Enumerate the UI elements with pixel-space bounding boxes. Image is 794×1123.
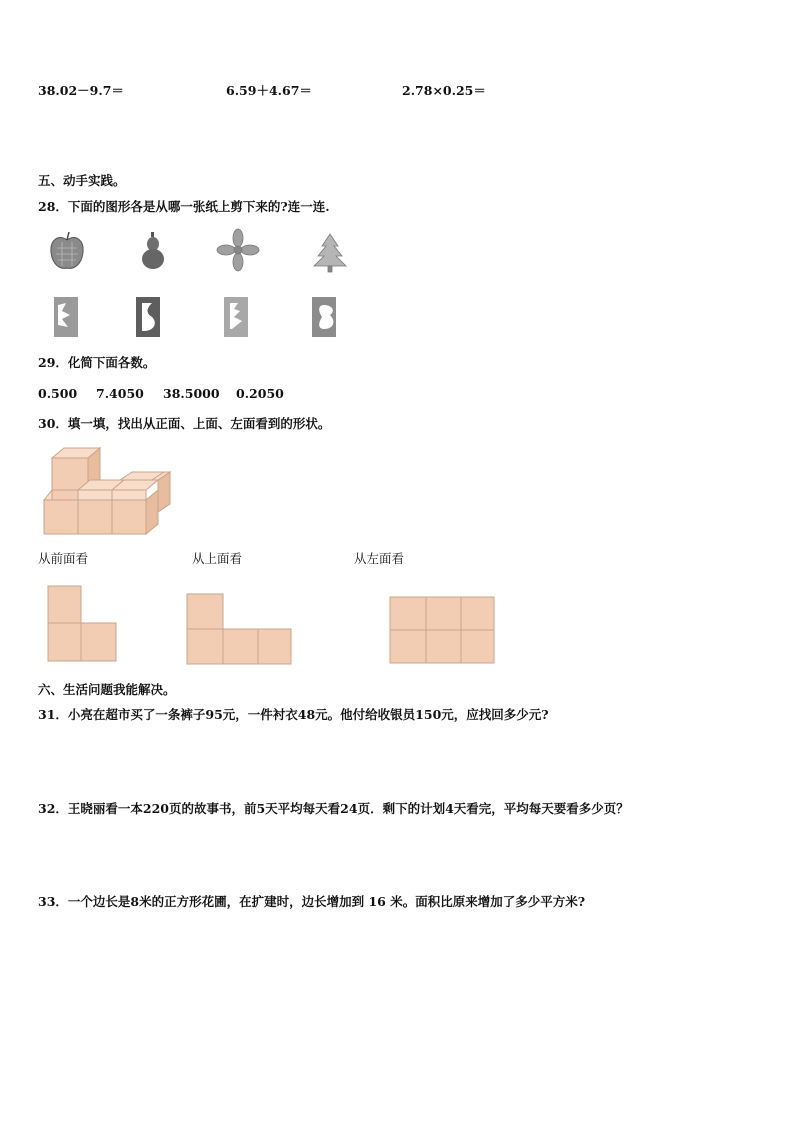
left-view-shape xyxy=(389,596,497,666)
question-28: 28．下面的图形各是从哪一张纸上剪下来的?连一连. xyxy=(38,199,330,214)
section-5-title: 五、动手实践。 xyxy=(38,173,126,188)
q28-shapes-row xyxy=(40,228,360,278)
number-3: 38.5000 xyxy=(163,386,220,401)
cube-arrangement xyxy=(42,446,172,538)
number-2: 7.4050 xyxy=(96,386,144,401)
paper-with-apple-hole xyxy=(312,297,336,337)
front-view-shape xyxy=(47,585,119,665)
flower-shape xyxy=(217,229,259,271)
paper-with-gourd-hole xyxy=(136,297,160,337)
question-29: 29．化简下面各数。 xyxy=(38,355,156,370)
paper-with-tree-hole xyxy=(224,297,248,337)
calc-expression-3: 2.78×0.25＝ xyxy=(402,83,486,98)
front-view-label: 从前面看 xyxy=(38,551,89,566)
left-view-label: 从左面看 xyxy=(354,551,405,566)
question-32: 32．王晓丽看一本220页的故事书，前5天平均每天看24页．剩下的计划4天看完，平均每天要看多少页？ xyxy=(38,801,629,816)
question-31: 31．小亮在超市买了一条裤子95元，一件衬衣48元。他付给收银员150元，应找回多少元? xyxy=(38,707,549,722)
question-30: 30．填一填，找出从正面、上面、左面看到的形状。 xyxy=(38,416,331,431)
tree-shape xyxy=(314,234,346,272)
calc-expression-1: 38.02－9.7＝ xyxy=(38,83,124,98)
number-4: 0.2050 xyxy=(236,386,284,401)
top-view-label: 从上面看 xyxy=(192,551,243,566)
gourd-shape xyxy=(142,232,164,269)
number-1: 0.500 xyxy=(38,386,78,401)
section-6-title: 六、生活问题我能解决。 xyxy=(38,682,176,697)
calc-expression-2: 6.59＋4.67＝ xyxy=(226,83,312,98)
q28-papers-row xyxy=(48,295,358,340)
paper-with-flower-hole xyxy=(54,297,78,337)
question-33: 33．一个边长是8米的正方形花圃，在扩建时，边长增加到 16 米。面积比原来增加了多少平方米? xyxy=(38,894,586,909)
apple-shape xyxy=(51,232,83,268)
top-view-shape xyxy=(186,593,294,667)
